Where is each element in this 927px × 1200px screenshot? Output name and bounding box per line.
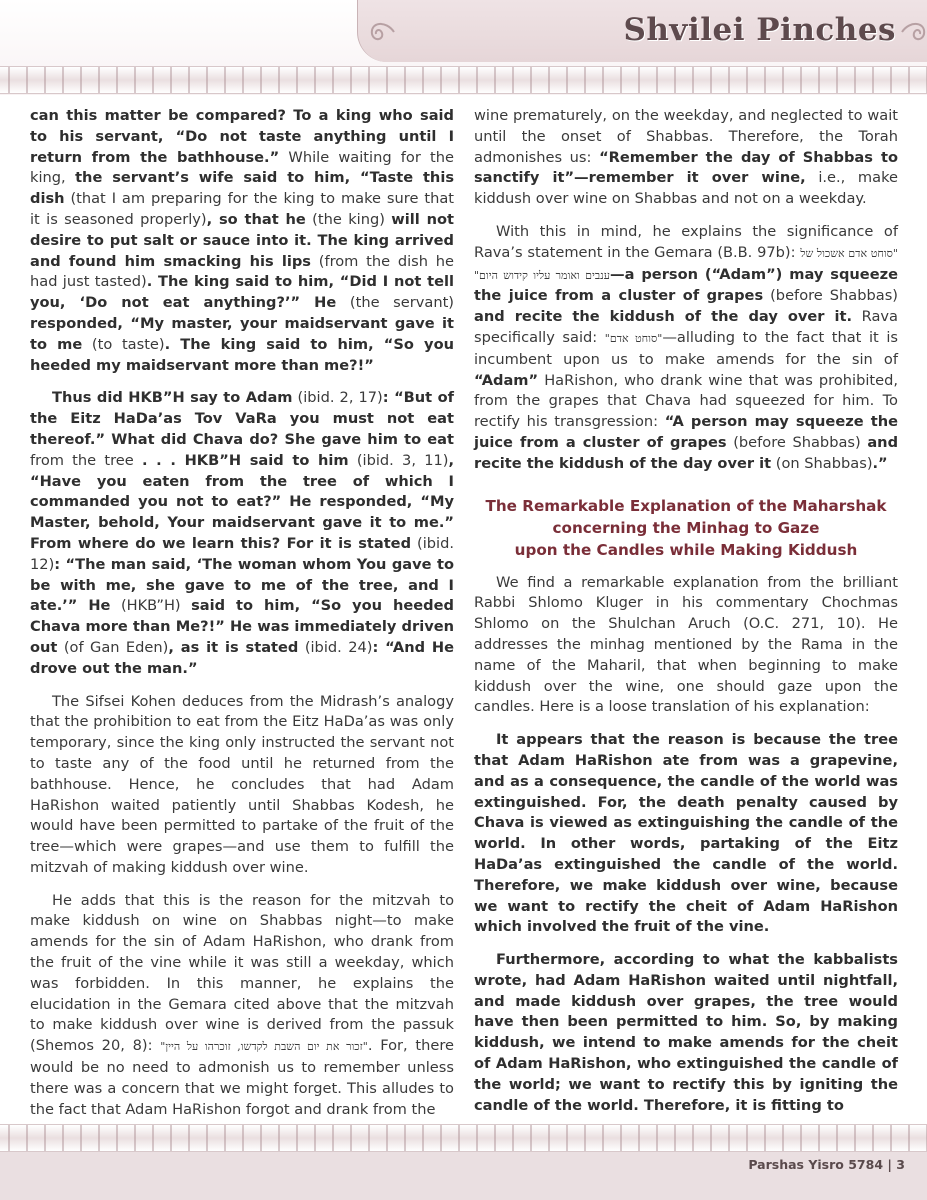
text-run: . The king said to him, “So you heeded my maidservant more than me?!” (30, 335, 454, 374)
paragraph (474, 106, 898, 210)
text-run: Rava specifically said: (474, 308, 898, 346)
text-run: , “Have you eaten from the tree of which I commanded you not to eat?” He responded, “My Master, behold, Your maidservant gave it to me.” From where do we learn this? For it is stated (30, 451, 455, 552)
text-run: (ibid. 24) (298, 638, 373, 656)
right-column (474, 106, 898, 1128)
text-run: the servant’s wife said to him, “Taste this dish (30, 169, 455, 208)
paragraph (474, 730, 898, 938)
text-run: (from the dish he had just tasted) (30, 252, 454, 291)
text-run: : “But of the Eitz HaDa’as Tov VaRa you must not eat thereof.” What did Chava do? She gave him to eat (30, 389, 454, 448)
text-run: will not desire to put salt or sauce into it. The king arrived and found him smacking his lips (30, 210, 454, 270)
text-run: (on Shabbas) (771, 454, 873, 472)
text-run: said to him, “So you heeded Chava more than Me?!” He was immediately driven out (30, 597, 454, 656)
section-heading-line: concerning the Minhag to Gaze (552, 518, 820, 537)
text-run: , as it is stated (168, 638, 299, 656)
text-run: (of Gan Eden) (57, 638, 169, 656)
text-run: HaRishon, who drank wine that was prohibited, from the grapes that Chava had squeezed for him. To rectify his transgression: (474, 371, 898, 431)
text-run: He adds that this is the reason for the mitzvah to make kiddush on wine on Shabbas night—to make amends for the sin of Adam HaRishon, who drank from the fruit of the vine while it was still a weekday, which was forbidden. In this manner, he explains the elucidation in the Gemara cited above that the mitzvah to make kiddush over wine is derived from the passuk (Shemos 20, 8): (30, 891, 454, 1055)
text-run: : “And He drove out the man.” (30, 638, 455, 677)
text-run: and recite the kiddush of the day over it. (474, 308, 853, 326)
text-run: “Adam” (474, 371, 539, 389)
text-run: “Remember the day of Shabbas to sanctify it”—remember it over wine, (474, 148, 898, 187)
hebrew-quote: "סוחט אדם" (604, 331, 663, 345)
hebrew-quote: "סוחט אדם אשכול של ענבים ואומר עליו קידוש היום" (474, 246, 898, 282)
text-run: We find a remarkable explanation from the brilliant Rabbi Shlomo Kluger in his commentary Chochmas Shlomo on the Shulchan Aruch (O.C. 271, 10). He addresses the minhag mentioned by the Rama in the name of the Maharil, that when beginning to make kiddush over the wine, one should gaze upon the candles. Here is a loose translation of his explanation: (474, 573, 898, 716)
text-run: and recite the kiddush of the day over it (474, 433, 899, 472)
paragraph (474, 950, 898, 1116)
text-run: can this matter be compared? To a king who said to his servant, “Do not taste anything until I return from the bathhouse.” (30, 107, 454, 166)
text-run: : “The man said, ‘The woman whom You gave to be with me, she gave to me of the tree, and I ate.’” He (30, 555, 454, 615)
ornament-swirl-icon (364, 18, 398, 46)
section-heading (474, 495, 898, 561)
text-run: —a person (“Adam”) may squeeze the juice from a cluster of grapes (474, 265, 898, 305)
top-ornament-border (0, 66, 927, 94)
section-heading-line: The Remarkable Explanation of the Maharshak (485, 496, 887, 515)
header-tab (357, 0, 927, 62)
text-run: (the king) (305, 210, 392, 228)
text-run: . The king said to him, “Did I not tell you, ‘Do not eat anything?’” He (30, 273, 454, 312)
text-run: i.e., make kiddush over wine on Shabbas and not on a weekday. (474, 169, 899, 208)
text-run: . . . HKB”H said to him (141, 451, 349, 469)
text-run: responded, “My master, your maidservant gave it to me (30, 314, 454, 353)
left-column (30, 106, 454, 1132)
ornament-swirl-icon (898, 18, 927, 46)
text-run: The Sifsei Kohen deduces from the Midrash’s analogy that the prohibition to eat from the Eitz HaDa’as was only temporary, since the king only instructed the servant not to taste any of the food until he returned from the bathhouse. Hence, he concludes that had Adam HaRishon waited patiently until Shabbas Kodesh, he would have been permitted to partake of the fruit of the tree—which were grapes—and use them to fulfill the mitzvah of making kiddush over wine. (30, 692, 454, 876)
paragraph (30, 388, 454, 679)
text-run: “A person may squeeze the juice from a cluster of grapes (474, 413, 898, 451)
text-run: (the servant) (336, 294, 455, 312)
paragraph (474, 222, 898, 475)
text-run: (before Shabbas) (726, 433, 868, 451)
text-run: (that I am preparing for the king to make sure that it is seasoned properly) (30, 190, 454, 228)
text-run: Thus did HKB”H say to Adam (52, 389, 293, 407)
text-run: . For, there would be no need to admonish us to remember unless there was a concern that we might forget. This alludes to the fact that Adam HaRishon forgot and drank from the (30, 1037, 454, 1118)
text-run: (ibid. 2, 17) (292, 389, 383, 407)
text-run: from the tree (30, 451, 142, 469)
page-header-title: Shvilei Pinches (623, 12, 896, 48)
text-run: It appears that the reason is because the tree that Adam HaRishon ate from was a grapevine, and as a consequence, the candle of the world was extinguished. For, the death penalty caused by Chava is viewed as extinguishing the candle of the world. In other words, partaking of the Eitz HaDa’as extinguished the candle of the world. Therefore, we make kiddush over wine, because we want to rectify the cheit of Adam HaRishon which involved the fruit of the vine. (474, 731, 898, 936)
text-run: wine prematurely, on the weekday, and neglected to wait until the onset of Shabbas. Therefore, the Torah admonishes us: (474, 107, 898, 166)
text-run: (ibid. 12) (30, 534, 454, 573)
text-run: Furthermore, according to what the kabbalists wrote, had Adam HaRishon waited until nightfall, and made kiddush over grapes, the tree would have then been permitted to him. So, by making kiddush, we intend to make amends for the cheit of Adam HaRishon, who extinguished the candle of the world; we want to rectify this by igniting the candle of the world. Therefore, it is fitting to (474, 951, 898, 1114)
text-run: (ibid. 3, 11) (348, 451, 449, 469)
paragraph (30, 692, 454, 879)
text-run: (HKB”H) (110, 597, 192, 615)
text-run: (to taste) (82, 335, 165, 353)
text-run: .” (872, 454, 888, 472)
text-run: While waiting for the king, (30, 148, 454, 187)
text-run: —alluding to the fact that it is incumbent upon us to make amends for the sin of (474, 328, 898, 368)
hebrew-quote: "זכור את יום השבת לקדשו, זוכרהו על היין" (160, 1040, 368, 1054)
bottom-ornament-border (0, 1124, 927, 1152)
section-heading-line: upon the Candles while Making Kiddush (514, 540, 858, 559)
paragraph (474, 573, 898, 719)
page-footer: Parshas Yisro 5784 | 3 (748, 1157, 905, 1172)
paragraph (30, 106, 454, 376)
text-run: With this in mind, he explains the significance of Rava’s statement in the Gemara (B.B. 97b): (474, 222, 898, 261)
text-run: , so that he (206, 210, 306, 228)
text-run: (before Shabbas) (763, 287, 898, 305)
paragraph (30, 891, 454, 1121)
